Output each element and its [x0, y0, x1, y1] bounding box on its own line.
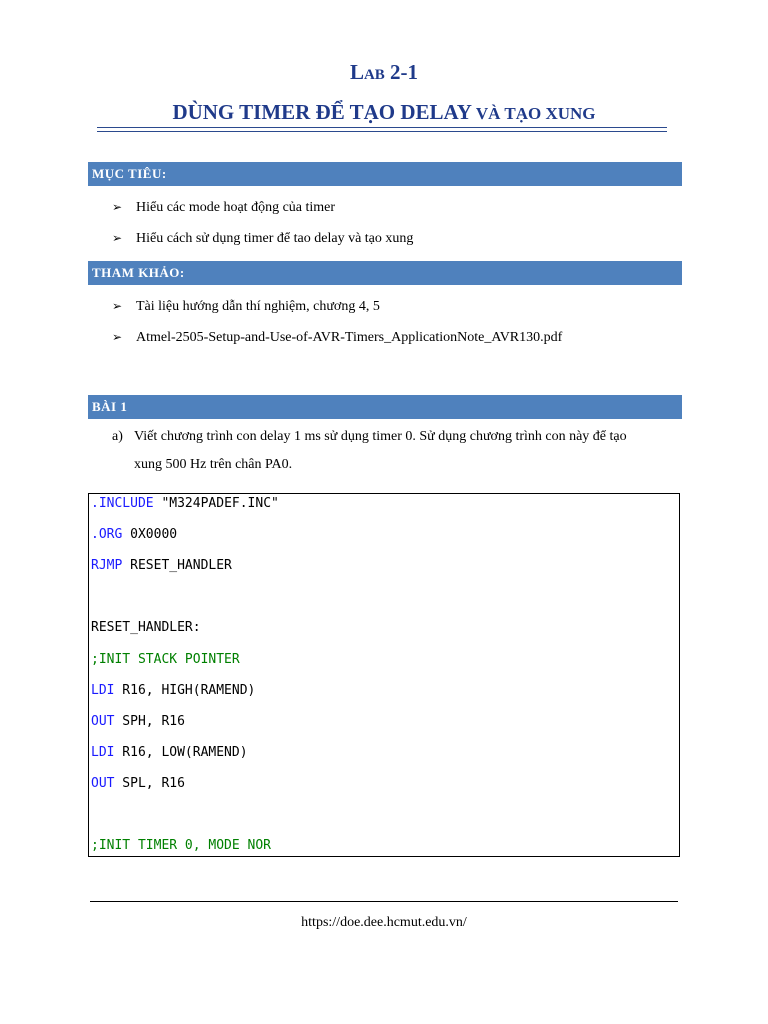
task-label: a) [112, 429, 123, 444]
code-line [91, 558, 232, 573]
objective-item [112, 231, 413, 247]
task-text-line1: Viết chương trình con delay 1 ms sử dụng timer 0. Sử dụng chương trình con này để tạo [134, 429, 627, 444]
reference-item-text: Tài liệu hướng dẫn thí nghiệm, chương 4, 5 [136, 299, 380, 314]
code-operand: 0X0000 [122, 527, 178, 543]
objective-item [112, 200, 335, 216]
arrow-bullet-icon: ➢ [112, 231, 123, 245]
arrow-bullet-icon: ➢ [112, 330, 123, 344]
code-line [91, 652, 240, 667]
code-operand: SPH, R16 [114, 713, 185, 729]
code-operand: R16, LOW(RAMEND) [114, 744, 248, 760]
objective-item-text: Hiểu các mode hoạt động của timer [136, 200, 336, 215]
code-line [91, 745, 248, 760]
exercise1-task-line1 [112, 423, 682, 451]
arrow-bullet-icon: ➢ [112, 200, 123, 214]
task-text-line2: xung 500 Hz trên chân PA0. [134, 457, 293, 472]
arrow-bullet-icon: ➢ [112, 299, 123, 313]
objective-item-text: Hiểu cách sử dụng timer để tao delay và tạo xung [136, 231, 414, 246]
code-line [91, 714, 185, 729]
code-keyword: .INCLUDE [91, 496, 154, 511]
code-keyword: LDI [91, 744, 115, 760]
code-line [91, 776, 185, 791]
subtitle-tail: VÀ TẠO XUNG [471, 104, 596, 123]
code-comment: ;INIT STACK POINTER [91, 651, 240, 667]
code-operand: SPL, R16 [114, 775, 185, 791]
footer-divider [90, 901, 678, 902]
lab-title: Lab 2-1 [349, 60, 419, 84]
section-references-heading: THAM KHẢO: [88, 261, 682, 285]
footer-url[interactable]: https://doe.dee.hcmut.edu.vn/ [301, 915, 467, 930]
code-comment: ;INIT TIMER 0, MODE NOR [91, 838, 272, 854]
section-exercise1-heading: BÀI 1 [88, 395, 682, 419]
code-line [91, 683, 255, 698]
code-keyword: RJMP [91, 558, 123, 574]
code-keyword: .ORG [91, 527, 123, 543]
code-line [91, 620, 201, 635]
code-keyword: OUT [91, 775, 115, 791]
code-block [88, 493, 680, 857]
code-line [91, 496, 279, 511]
code-operand: "M324PADEF.INC" [153, 496, 279, 511]
code-keyword: OUT [91, 713, 115, 729]
code-line [91, 838, 271, 853]
reference-item [112, 330, 562, 346]
code-keyword: LDI [91, 682, 115, 698]
reference-item [112, 299, 380, 315]
section-objectives-heading: MỤC TIÊU: [88, 162, 682, 186]
reference-item-text: Atmel-2505-Setup-and-Use-of-AVR-Timers_ApplicationNote_AVR130.pdf [136, 330, 563, 345]
code-line [91, 527, 177, 542]
code-operand: R16, HIGH(RAMEND) [114, 682, 256, 698]
title-divider-top [97, 127, 667, 128]
exercise1-task [112, 423, 682, 479]
code-operand: RESET_HANDLER [122, 558, 232, 574]
subtitle-main: DÙNG TIMER ĐỂ TẠO DELAY [172, 100, 472, 124]
title-divider-bottom [97, 131, 667, 132]
lab-subtitle [0, 100, 768, 125]
code-operand: RESET_HANDLER: [91, 620, 201, 636]
